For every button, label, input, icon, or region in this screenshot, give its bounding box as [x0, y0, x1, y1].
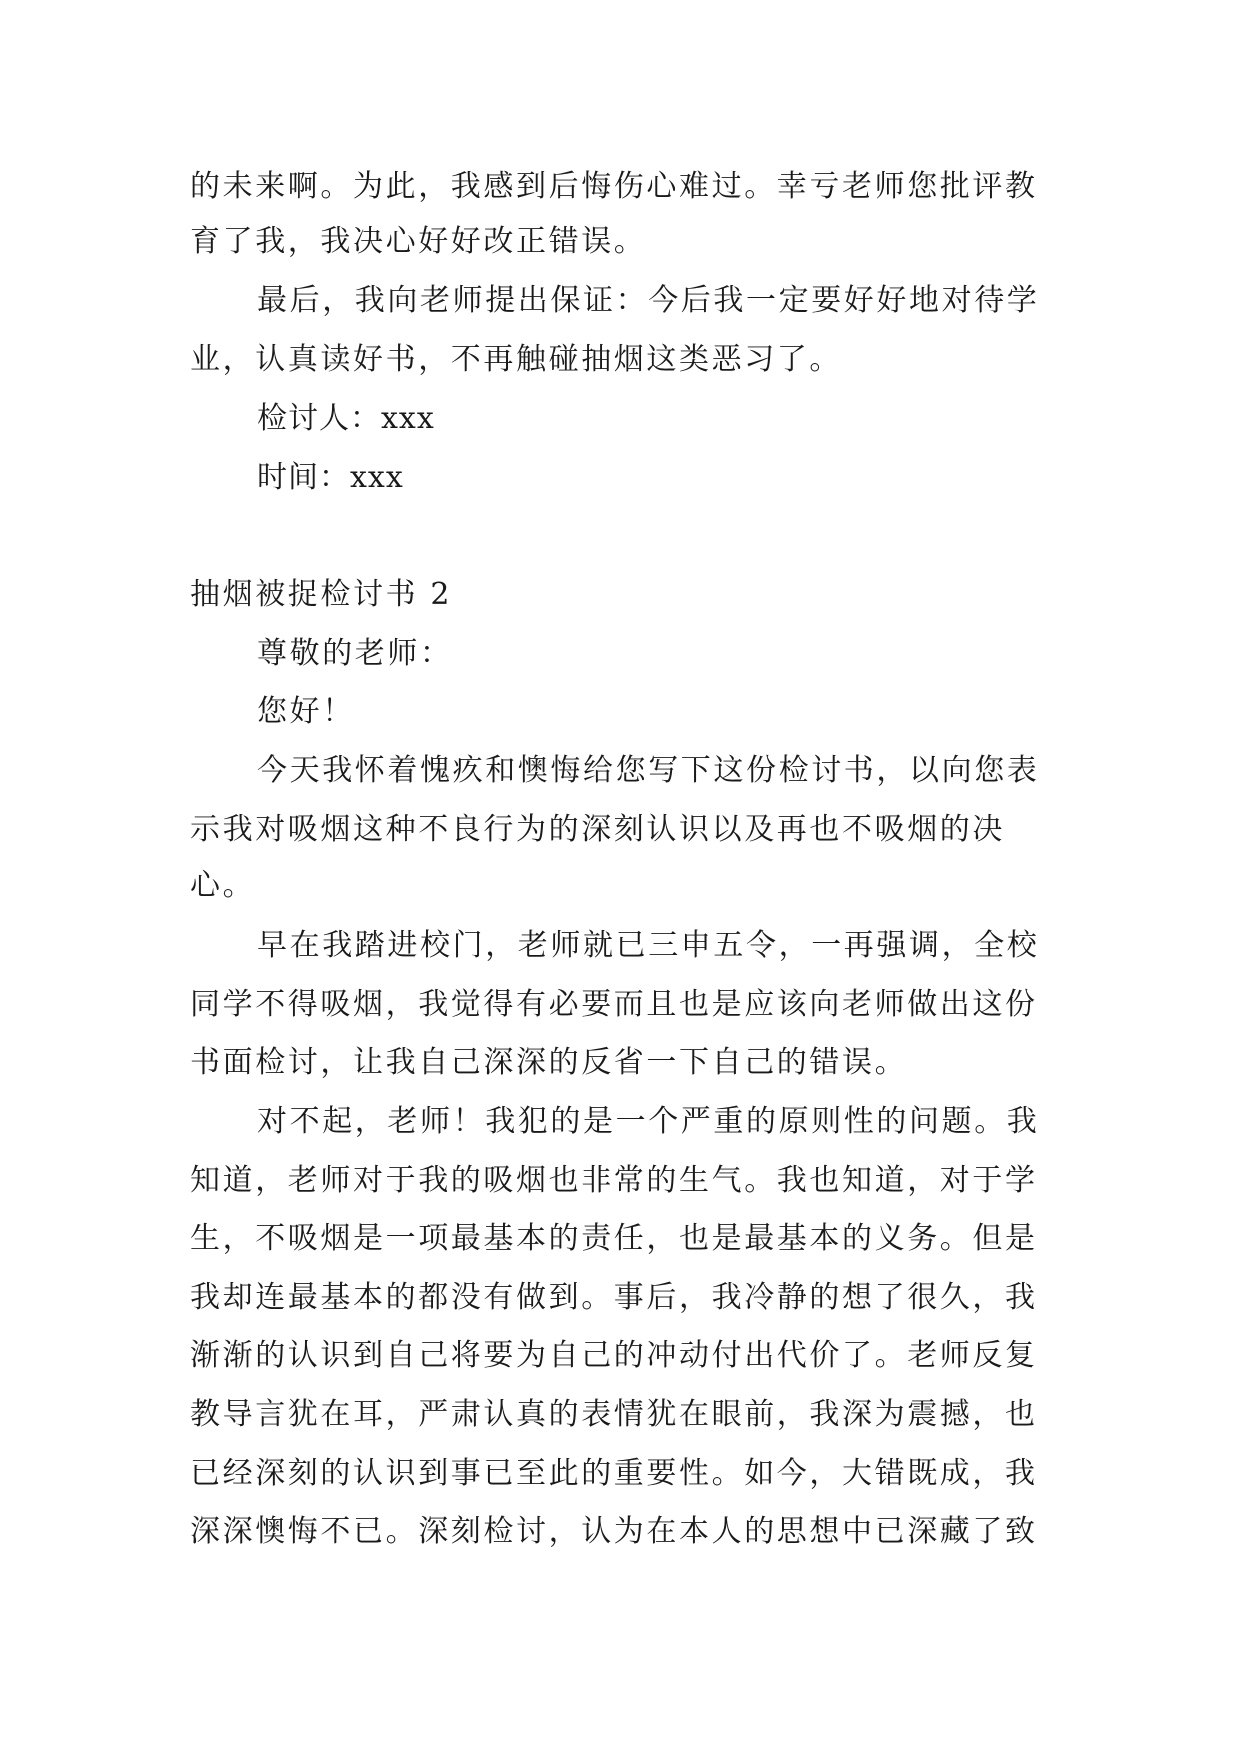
text-line: 我却连最基本的都没有做到。事后，我冷静的想了很久，我 — [190, 1280, 1038, 1315]
text-line: 示我对吸烟这种不良行为的深刻认识以及再也不吸烟的决 — [190, 812, 1005, 847]
text-line: 最后，我向老师提出保证：今后我一定要好好地对待学 — [257, 283, 1040, 318]
date-line: 时间：xxx — [257, 460, 404, 495]
text-line: 对不起，老师！我犯的是一个严重的原则性的问题。我 — [257, 1104, 1040, 1139]
text-line: 渐渐的认识到自己将要为自己的冲动付出代价了。老师反复 — [190, 1338, 1038, 1373]
text-line: 已经深刻的认识到事已至此的重要性。如今，大错既成，我 — [190, 1456, 1038, 1491]
text-line: 业，认真读好书，不再触碰抽烟这类恶习了。 — [190, 342, 842, 377]
text-line: 育了我，我决心好好改正错误。 — [190, 224, 647, 259]
text-line: 心。 — [190, 868, 256, 903]
text-line: 同学不得吸烟，我觉得有必要而且也是应该向老师做出这份 — [190, 987, 1038, 1022]
text-line: 早在我踏进校门，老师就已三申五令，一再强调，全校 — [257, 928, 1040, 963]
section-title: 抽烟被捉检讨书 2 — [190, 577, 453, 612]
salutation: 尊敬的老师： — [257, 636, 453, 671]
text-line: 教导言犹在耳，严肃认真的表情犹在眼前，我深为震撼，也 — [190, 1397, 1038, 1432]
greeting: 您好！ — [257, 694, 355, 729]
text-line: 知道，老师对于我的吸烟也非常的生气。我也知道，对于学 — [190, 1163, 1038, 1198]
text-line: 今天我怀着愧疚和懊悔给您写下这份检讨书，以向您表 — [257, 753, 1040, 788]
text-line: 生，不吸烟是一项最基本的责任，也是最基本的义务。但是 — [190, 1221, 1038, 1256]
text-line: 的未来啊。为此，我感到后悔伤心难过。幸亏老师您批评教 — [190, 169, 1038, 204]
signature-line: 检讨人：xxx — [257, 401, 435, 436]
text-line: 书面检讨，让我自己深深的反省一下自己的错误。 — [190, 1045, 908, 1080]
text-line: 深深懊悔不已。深刻检讨，认为在本人的思想中已深藏了致 — [190, 1514, 1038, 1549]
